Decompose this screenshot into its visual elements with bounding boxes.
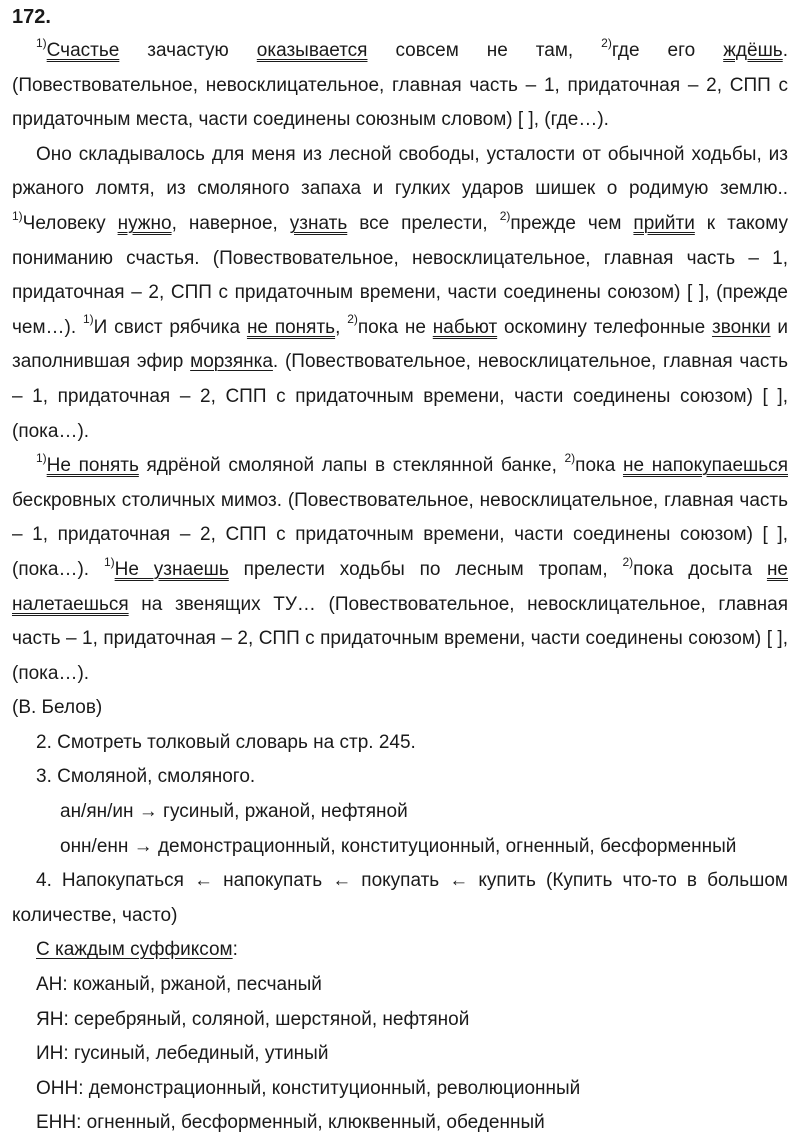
predicate-word: набьют [432, 316, 498, 338]
predicate-word: Не понять [46, 455, 139, 477]
text-span: пока не [357, 316, 433, 338]
text-span: бескровных столичных мимоз. (Повествовательное, невосклицательное, главная часть – 1, придаточная – 2, СПП с придаточным времени, части соединены союзом) [ ], (пока…). [12, 489, 788, 580]
subject-word: Счастье [46, 40, 120, 61]
text-span: , наверное, [171, 212, 290, 234]
clause-marker: 2) [564, 450, 576, 465]
predicate-word: не напокупаешься [622, 455, 788, 477]
text-span: на звенящих ТУ… (Повествовательное, невосклицательное, главная часть – 1, придаточная – 2, СПП с придаточным времени, части соединены союзом) [ ], (пока…). [12, 593, 788, 684]
item-3: 3. Смоляной, смоляного. [36, 766, 256, 788]
suffix-heading-colon: : [232, 939, 238, 961]
clause-marker: 2) [622, 554, 634, 569]
paragraph-1 [12, 34, 788, 138]
clause-marker: 1) [103, 554, 115, 569]
paragraph-3 [12, 449, 788, 691]
text-span: пока [575, 455, 623, 477]
item-3-suffix-line-b: онн/енн → демонстрационный, конституционный, огненный, бесформенный [60, 835, 737, 857]
text-span: где его [611, 40, 724, 61]
item-4: 4. Напокупаться ← напокупать ← покупать ← купить (Купить что-то в большом количестве, часто) [12, 870, 788, 926]
clause-marker: 2) [601, 35, 612, 50]
text-span: Человеку [22, 212, 118, 234]
text-span: и заполнившая эфир [12, 316, 789, 373]
text-span: все прелести, [347, 212, 500, 234]
text-span: пока досыта [633, 558, 767, 580]
clause-marker: 1) [12, 208, 23, 223]
predicate-word: нужно [117, 212, 172, 234]
text-span: прелести ходьбы по лесным тропам, [228, 558, 623, 580]
suffix-line: ОНН: демонстрационный, конституционный, революционный [36, 1077, 581, 1099]
paragraph-2 [12, 138, 788, 449]
clause-marker: 1) [36, 450, 47, 465]
item-3-suffix-line-a: ан/ян/ин → гусиный, ржаной, нефтяной [60, 801, 408, 823]
text-span: . (Повествовательное, невосклицательное, главная часть – 1, придаточная – 2, СПП с придаточным места, части соединены союзным словом) [ ], (где…). [12, 40, 788, 131]
predicate-word: прийти [633, 212, 695, 234]
predicate-word: не понять [246, 316, 336, 338]
author-signature: (В. Белов) [12, 697, 103, 719]
suffix-heading-text: С каждым суффиксом [36, 939, 233, 961]
predicate-word: Не узнаешь [114, 558, 229, 580]
suffix-line: ЯН: серебряный, соляной, шерстяной, нефтяной [36, 1008, 470, 1030]
predicate-word: узнать [289, 212, 348, 234]
text-span: оскомину телефонные [497, 316, 712, 338]
suffix-heading [12, 933, 788, 968]
item-2: 2. Смотреть толковый словарь на стр. 245. [36, 731, 416, 753]
subject-word: звонки [711, 316, 771, 338]
suffix-line: АН: кожаный, ржаной, песчаный [36, 974, 322, 996]
clause-marker: 1) [36, 35, 47, 50]
text-span: , [335, 316, 348, 338]
text-span: ядрёной смоляной лапы в стеклянной банке, [138, 455, 565, 477]
predicate-word: оказывается [256, 40, 368, 61]
suffix-line: ИН: гусиный, лебединый, утиный [36, 1043, 329, 1065]
text-span: зачастую [119, 40, 257, 61]
text-span: . (Повествовательное, невосклицательное, главная часть – 1, придаточная – 2, СПП с придаточным времени, части соединены союзом) [ ], (пока…). [12, 351, 788, 442]
predicate-word: ждёшь [723, 40, 783, 61]
text-span: Оно складывалось для меня из лесной свободы, усталости от обычной ходьбы, из ржаного ломтя, из смоляного запаха и гулких ударов шишек о родимую землю.. [12, 143, 788, 200]
clause-marker: 2) [499, 208, 511, 223]
subject-word: морзянка [190, 351, 273, 373]
predicate-word: не налетаешься [12, 558, 788, 615]
text-span: совсем не там, [367, 40, 602, 61]
document-page [12, 4, 788, 1141]
clause-marker: 2) [347, 312, 358, 327]
exercise-number: 172. [12, 6, 51, 28]
text-span: к такому пониманию счастья. (Повествовательное, невосклицательное, главная часть – 1, придаточная – 2, СПП с придаточным времени, части соединены союзом) [ ], (прежде чем…). [12, 212, 789, 338]
text-span: И свист рябчика [93, 316, 247, 338]
clause-marker: 1) [82, 312, 94, 327]
text-span: прежде чем [510, 212, 634, 234]
suffix-line: ЕНН: огненный, бесформенный, клюквенный, обеденный [36, 1112, 545, 1134]
